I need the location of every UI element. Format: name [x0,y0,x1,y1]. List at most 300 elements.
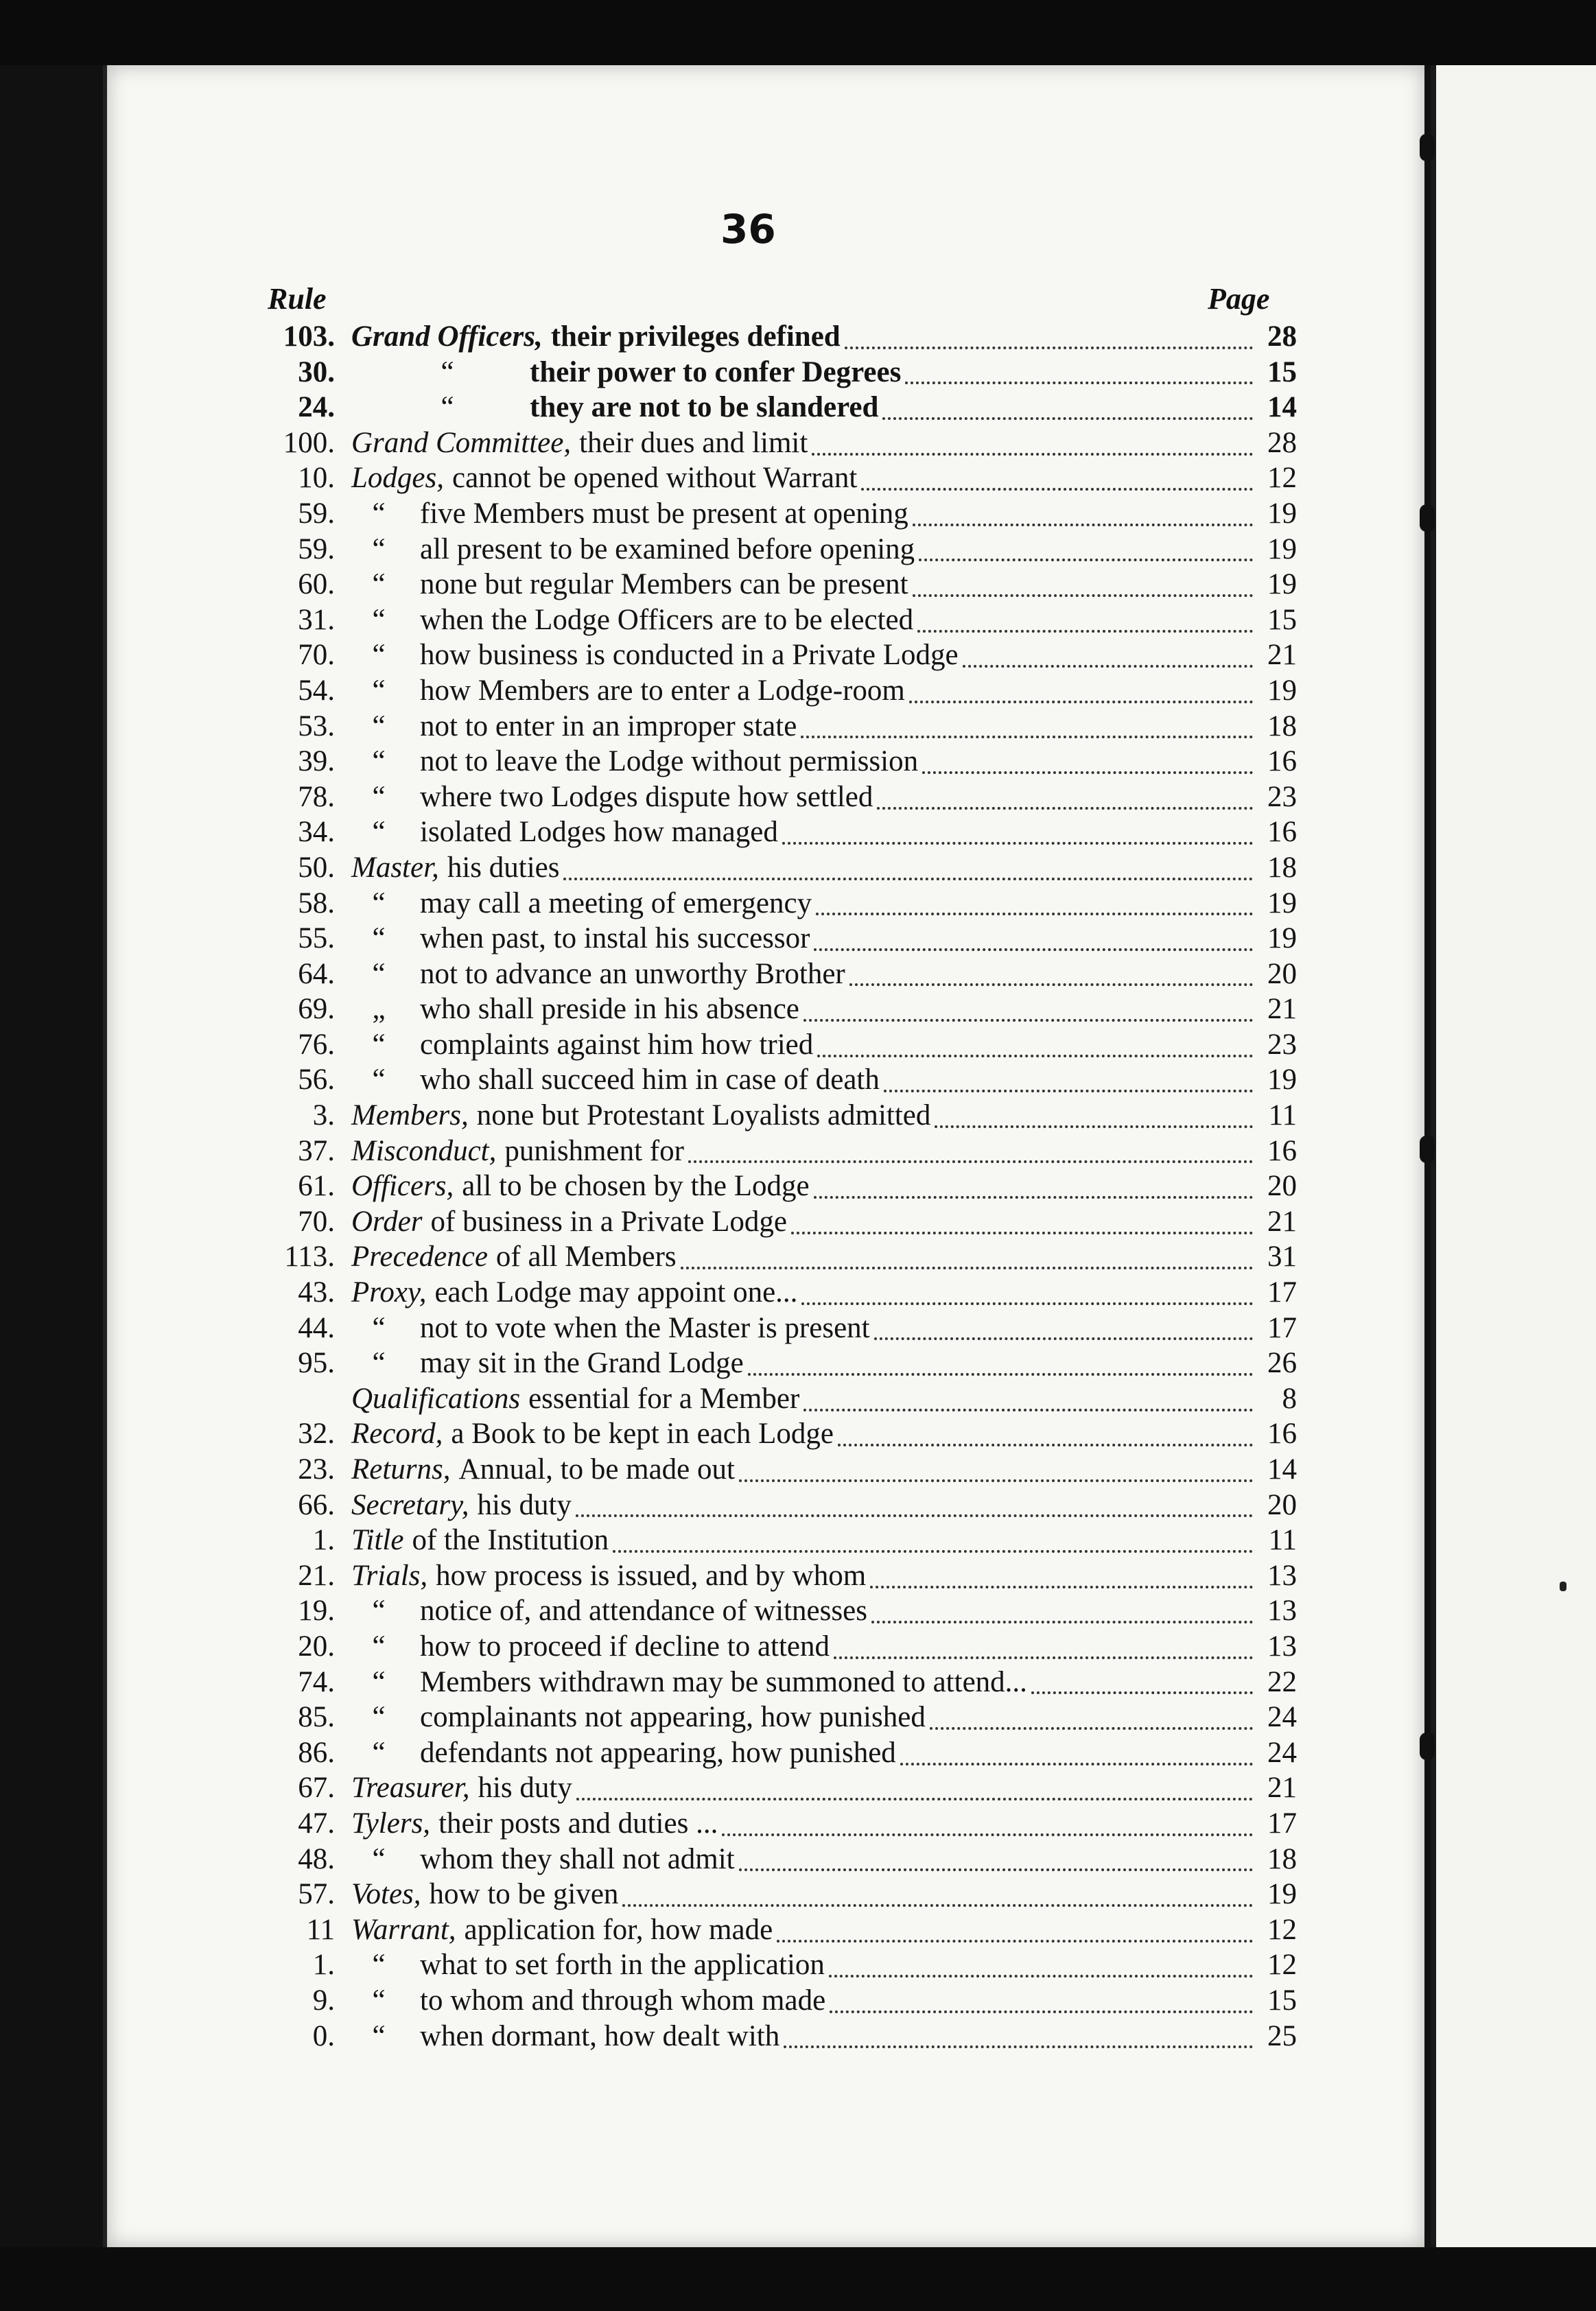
index-entry [254,1629,1297,1665]
page-reference: 20 [1267,1170,1297,1203]
index-entry [254,1239,1297,1275]
ditto-mark: “ [372,639,386,672]
entry-subject: Votes, [351,1878,421,1911]
index-entry [254,1311,1297,1346]
page-reference: 18 [1267,709,1297,742]
entry-description: of business in a Private Lodge [430,1205,788,1238]
dot-leader [803,1011,1253,1022]
index-entry [254,1381,1297,1417]
dot-leader [849,975,1253,986]
page-reference: 13 [1267,1595,1297,1628]
entry-description: his duty [478,1772,572,1805]
binding-thread-mark [1420,504,1435,532]
ditto-mark: “ [372,532,386,565]
dot-leader [829,1967,1253,1978]
ditto-mark: “ [372,568,386,601]
page-reference: 21 [1267,1205,1297,1238]
ditto-mark: “ [372,497,386,530]
page-reference: 17 [1267,1276,1297,1309]
entry-subject: Treasurer, [351,1772,470,1805]
index-entry [254,1098,1297,1134]
rule-number: 19. [298,1595,335,1628]
rule-number: 70. [298,1205,335,1238]
rule-number: 95. [298,1347,335,1380]
entry-subject: Secretary, [351,1488,469,1521]
entry-subject: Warrant, [351,1913,456,1946]
page-reference: 12 [1267,462,1297,495]
entry-description: not to enter in an improper state [420,709,797,742]
page-reference: 11 [1268,1099,1297,1132]
entry-description: who shall succeed him in case of death [420,1064,880,1096]
entry-description: when the Lodge Officers are to be elected [420,603,914,636]
entry-description: where two Lodges dispute how settled [420,780,873,813]
rule-number: 57. [298,1878,335,1911]
rule-number: 103. [283,320,335,353]
page-reference: 19 [1267,1878,1297,1911]
entry-description: how process is issued, and by whom [436,1559,867,1592]
dot-leader [935,1117,1253,1128]
ditto-mark: “ [372,887,386,919]
entry-description: his duty [477,1488,572,1521]
page-reference: 16 [1267,745,1297,778]
entry-description: their power to confer Degrees [530,355,902,388]
scan-top-edge [0,0,1596,65]
entry-description: isolated Lodges how managed [420,816,778,849]
dot-leader [963,657,1253,668]
page-reference: 23 [1267,780,1297,813]
ditto-mark: “ [372,957,386,990]
index-entry [254,1416,1297,1452]
ditto-mark: “ [372,1949,386,1982]
dot-leader [830,2002,1253,2013]
index-entry [254,1488,1297,1523]
entry-description: how Members are to enter a Lodge-room [420,674,905,707]
rule-number: 85. [298,1701,335,1734]
index-entry [254,602,1297,638]
index-entry [254,1134,1297,1169]
page-number: 36 [720,206,776,253]
rule-number: 60. [298,568,335,601]
rule-number: 64. [298,957,335,990]
entry-description: they are not to be slandered [530,391,879,424]
dot-leader [803,1400,1253,1411]
entry-description: cannot be opened without Warrant [451,462,858,495]
entry-subject: Officers, [351,1170,454,1203]
entry-description: when dormant, how dealt with [420,2019,780,2052]
page-reference: 28 [1267,426,1297,459]
index-entry [254,1062,1297,1098]
ditto-mark: “ [372,1701,386,1734]
ditto-mark: “ [372,780,386,813]
rule-number: 113. [284,1241,335,1274]
index-entry [254,1877,1297,1912]
rule-number: 53. [298,709,335,742]
page-reference: 14 [1267,1453,1297,1486]
rule-column-header: Rule [268,282,327,316]
rule-number: 67. [298,1772,335,1805]
page-column-header: Page [1208,282,1270,316]
dot-leader [784,2037,1253,2048]
rule-number: 1. [312,1524,335,1557]
dot-leader [834,1648,1253,1659]
rule-number: 30. [298,355,335,388]
rule-number: 69. [298,993,335,1026]
dot-leader [812,445,1253,456]
index-entry [254,921,1297,957]
dot-leader [861,480,1253,491]
dot-leader [816,904,1253,915]
rule-number: 37. [298,1134,335,1167]
entry-description: when past, to instal his successor [420,922,810,955]
entry-description: none but regular Members can be present [420,568,908,601]
entry-subject: Trials, [351,1559,428,1592]
dot-leader [777,1932,1253,1943]
dot-leader [882,409,1253,420]
rule-number: 3. [312,1099,335,1132]
entry-description: his duties [447,851,560,884]
index-entry [254,319,1297,355]
page-reference: 26 [1267,1347,1297,1380]
rule-number: 50. [298,851,335,884]
index-entry [254,1912,1297,1948]
ink-speck [1560,1582,1566,1591]
index-entry [254,1665,1297,1700]
rule-number: 100. [283,426,335,459]
dot-leader [919,550,1253,561]
index-entry [254,814,1297,850]
entry-description: how to proceed if decline to attend [420,1630,830,1663]
dot-leader [622,1896,1253,1907]
entry-description: not to leave the Lodge without permission [420,745,919,778]
dot-leader [739,1860,1253,1871]
page-reference: 19 [1267,1064,1297,1096]
dot-leader [722,1825,1253,1836]
dot-leader [905,373,1253,384]
rule-number: 66. [298,1488,335,1521]
rule-number: 21. [298,1559,335,1592]
page-reference: 15 [1267,603,1297,636]
page-reference: 21 [1267,639,1297,672]
dot-leader [563,869,1253,880]
index-entry [254,1700,1297,1735]
dot-leader [576,1790,1253,1800]
entry-subject: Grand Committee, [351,426,572,459]
index-entry [254,1523,1297,1558]
entry-description: each Lodge may appoint one... [434,1276,798,1309]
ditto-mark: “ [372,1064,386,1096]
entry-description: who shall preside in his absence [420,993,799,1026]
page-reference: 17 [1267,1807,1297,1840]
rule-number: 9. [312,1984,335,2017]
entry-description: five Members must be present at opening [420,497,908,530]
index-entry [254,1983,1297,2019]
rule-number: 24. [298,391,335,424]
page-reference: 19 [1267,497,1297,530]
entry-subject: Proxy, [351,1276,427,1309]
dot-leader [838,1435,1253,1446]
ditto-mark: “ [372,603,386,636]
rule-number: 44. [298,1311,335,1344]
index-entry [254,1027,1297,1063]
dot-leader [870,1577,1253,1588]
entry-subject: Master, [351,851,439,884]
dot-leader [909,692,1253,703]
page-reference: 8 [1282,1382,1297,1415]
dot-leader [845,338,1253,349]
entry-subject: Returns, [351,1453,451,1486]
rule-number: 74. [298,1665,335,1698]
index-entry [254,1842,1297,1877]
entry-subject: Record, [351,1418,443,1451]
page-reference: 20 [1267,957,1297,990]
entry-subject: Members, [351,1099,469,1132]
dot-leader [884,1081,1253,1092]
rule-number: 76. [298,1028,335,1061]
rule-number: 0. [312,2019,335,2052]
dot-leader [681,1258,1253,1269]
rule-number: 59. [298,497,335,530]
entry-subject: Order [351,1205,423,1238]
index-entry [254,1770,1297,1806]
dot-leader [814,940,1253,951]
page-reference: 15 [1267,355,1297,388]
dot-leader [576,1506,1253,1517]
page-reference: 13 [1267,1630,1297,1663]
page-reference: 28 [1267,320,1297,353]
facing-page-edge [1431,65,1596,2247]
rule-number: 54. [298,674,335,707]
entry-description: Annual, to be made out [458,1453,735,1486]
entry-subject: Misconduct, [351,1134,497,1167]
ditto-mark: “ [372,2019,386,2052]
rule-number: 55. [298,922,335,955]
entry-description: complaints against him how tried [420,1028,814,1061]
ditto-mark: “ [372,1311,386,1344]
page-reference: 12 [1267,1913,1297,1946]
ditto-mark: “ [372,1028,386,1061]
rule-number: 20. [298,1630,335,1663]
index-entry [254,532,1297,567]
dot-leader [748,1365,1253,1376]
page-reference: 11 [1268,1524,1297,1557]
rule-number: 11 [306,1913,335,1946]
dot-leader [801,1294,1253,1305]
entry-description: complainants not appearing, how punished [420,1701,926,1734]
rule-number: 34. [298,816,335,849]
index-entry [254,496,1297,532]
index-entry [254,779,1297,815]
dot-leader [874,1329,1253,1340]
page-reference: 31 [1267,1241,1297,1274]
rule-number: 56. [298,1064,335,1096]
entry-description: of the Institution [412,1524,609,1557]
entry-description: Members withdrawn may be summoned to attend... [420,1665,1027,1698]
entry-description: their privileges defined [550,320,841,353]
binding-thread-mark [1420,134,1435,161]
entry-description: defendants not appearing, how punished [420,1736,896,1769]
dot-leader [791,1223,1253,1234]
page-reference: 19 [1267,568,1297,601]
entry-description: none but Protestant Loyalists admitted [476,1099,931,1132]
dot-leader [877,799,1253,810]
binding-thread-mark [1420,1136,1435,1163]
entry-description: notice of, and attendance of witnesses [420,1595,867,1628]
ditto-mark: “ [372,922,386,955]
index-entry [254,567,1297,602]
rule-number: 70. [298,639,335,672]
page-reference: 23 [1267,1028,1297,1061]
entry-description: whom they shall not admit [420,1842,735,1875]
ditto-mark: „ [372,993,386,1026]
dot-leader [688,1152,1253,1163]
entry-description: a Book to be kept in each Lodge [451,1418,834,1451]
rule-number: 58. [298,887,335,919]
index-entry [254,2019,1297,2054]
index-entry [254,1947,1297,1983]
entry-subject: Qualifications [351,1382,521,1415]
dot-leader [930,1719,1253,1730]
entry-description: their posts and duties ... [438,1807,718,1840]
index-entry [254,460,1297,496]
page-reference: 19 [1267,674,1297,707]
index-entry [254,1593,1297,1629]
index-entry [254,992,1297,1027]
index-entry [254,744,1297,779]
entry-description: how to be given [429,1878,619,1911]
entry-description: how business is conducted in a Private Lodge [420,639,959,672]
ditto-mark: “ [372,745,386,778]
ditto-mark: “ [372,1347,386,1380]
rule-number: 39. [298,745,335,778]
binding-thread-mark [1420,1733,1435,1760]
rule-number: 23. [298,1453,335,1486]
entry-description: all to be chosen by the Lodge [462,1170,810,1203]
index-entry [254,886,1297,922]
entry-description: all present to be examined before opening [420,532,915,565]
page-reference: 15 [1267,1984,1297,2017]
rule-number: 86. [298,1736,335,1769]
page-reference: 21 [1267,993,1297,1026]
rule-number: 61. [298,1170,335,1203]
rule-number: 47. [298,1807,335,1840]
page-reference: 18 [1267,1842,1297,1875]
entry-description: what to set forth in the application [420,1949,825,1982]
page-reference: 16 [1267,1134,1297,1167]
rule-number: 59. [298,532,335,565]
entry-description: application for, how made [464,1913,773,1946]
page-reference: 21 [1267,1772,1297,1805]
scan-bottom-edge [0,2247,1596,2311]
page-reference: 24 [1267,1736,1297,1769]
index-entry [254,1204,1297,1240]
index-entry [254,1346,1297,1381]
dot-leader [900,1755,1253,1765]
index-entries [254,319,1297,2054]
index-entry [254,1735,1297,1771]
ditto-mark: “ [441,391,454,424]
dot-leader [817,1046,1253,1057]
entry-description: of all Members [495,1241,677,1274]
dot-leader [613,1542,1253,1553]
entry-description: not to advance an unworthy Brother [420,957,845,990]
page-reference: 20 [1267,1488,1297,1521]
index-entry [254,1806,1297,1842]
rule-number: 78. [298,780,335,813]
entry-subject: Precedence [351,1241,488,1274]
index-entry [254,390,1297,425]
ditto-mark: “ [372,1630,386,1663]
ditto-mark: “ [372,674,386,707]
page-reference: 19 [1267,922,1297,955]
page-reference: 16 [1267,816,1297,849]
rule-number: 43. [298,1276,335,1309]
ditto-mark: “ [372,816,386,849]
page-reference: 17 [1267,1311,1297,1344]
ditto-mark: “ [372,1665,386,1698]
page-reference: 24 [1267,1701,1297,1734]
ditto-mark: “ [441,355,454,388]
entry-description: not to vote when the Master is present [420,1311,870,1344]
index-entry [254,850,1297,886]
index-entry [254,957,1297,992]
rule-number: 10. [298,462,335,495]
entry-subject: Title [351,1524,404,1557]
dot-leader [739,1471,1253,1482]
dot-leader [922,763,1253,774]
index-entry [254,1452,1297,1488]
dot-leader [871,1612,1253,1623]
page-reference: 18 [1267,851,1297,884]
dot-leader [801,727,1253,738]
entry-subject: Lodges, [351,462,444,495]
page-reference: 16 [1267,1418,1297,1451]
entry-description: may sit in the Grand Lodge [420,1347,744,1380]
dot-leader [1031,1683,1253,1694]
page-reference: 19 [1267,887,1297,919]
entry-subject: Grand Officers, [351,320,543,353]
index-entry [254,425,1297,461]
dot-leader [814,1188,1253,1199]
entry-description: to whom and through whom made [420,1984,826,2017]
rule-number: 31. [298,603,335,636]
index-entry [254,355,1297,390]
page-reference: 19 [1267,532,1297,565]
ditto-mark: “ [372,1736,386,1769]
dot-leader [917,622,1253,633]
rule-number: 48. [298,1842,335,1875]
rule-number: 32. [298,1418,335,1451]
index-entry [254,637,1297,673]
index-entry [254,1169,1297,1204]
entry-description: their dues and limit [579,426,808,459]
dot-leader [782,834,1253,845]
index-entry [254,673,1297,709]
index-entry [254,709,1297,744]
ditto-mark: “ [372,1595,386,1628]
index-entry [254,1558,1297,1594]
index-entry [254,1275,1297,1311]
page-reference: 25 [1267,2019,1297,2052]
entry-subject: Tylers, [351,1807,431,1840]
entry-description: may call a meeting of emergency [420,887,812,919]
page-reference: 13 [1267,1559,1297,1592]
entry-description: punishment for [504,1134,684,1167]
page-reference: 22 [1267,1665,1297,1698]
entry-description: essential for a Member [528,1382,800,1415]
ditto-mark: “ [372,709,386,742]
page-reference: 14 [1267,391,1297,424]
dot-leader [913,515,1253,526]
